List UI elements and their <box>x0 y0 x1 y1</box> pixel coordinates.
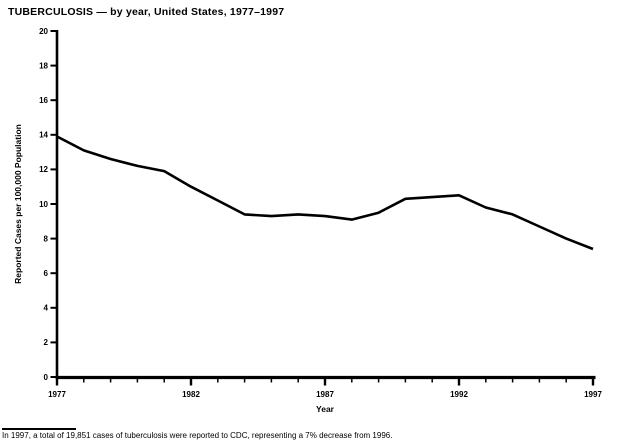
y-tick-label: 6 <box>43 269 48 278</box>
footnote-text: In 1997, a total of 19,851 cases of tuberculosis were reported to CDC, representing a 7% decrease from 1996. <box>2 431 393 440</box>
y-tick-label: 4 <box>43 303 48 313</box>
y-tick-label: 16 <box>39 96 48 105</box>
y-tick-label: 0 <box>43 372 48 382</box>
footnote-rule <box>2 428 76 430</box>
y-tick-label: 8 <box>43 234 48 244</box>
x-tick-label: 1982 <box>182 390 200 399</box>
y-tick-label: 14 <box>39 130 48 140</box>
x-tick-label: 1992 <box>450 390 468 399</box>
x-tick-label: 1977 <box>48 390 66 399</box>
y-tick-label: 18 <box>39 61 48 71</box>
data-series-tuberculosis-rate <box>57 137 593 250</box>
x-tick-label: 1997 <box>584 390 602 399</box>
x-axis-title: Year <box>316 404 334 414</box>
y-tick-label: 20 <box>39 26 48 36</box>
y-tick-label: 2 <box>43 338 48 348</box>
x-tick-label: 1987 <box>316 390 334 399</box>
chart-title: TUBERCULOSIS — by year, United States, 1977–1997 <box>8 6 285 18</box>
y-tick-label: 10 <box>39 199 48 209</box>
y-tick-label: 12 <box>39 165 48 175</box>
y-axis-title: Reported Cases per 100,000 Population <box>13 124 23 284</box>
